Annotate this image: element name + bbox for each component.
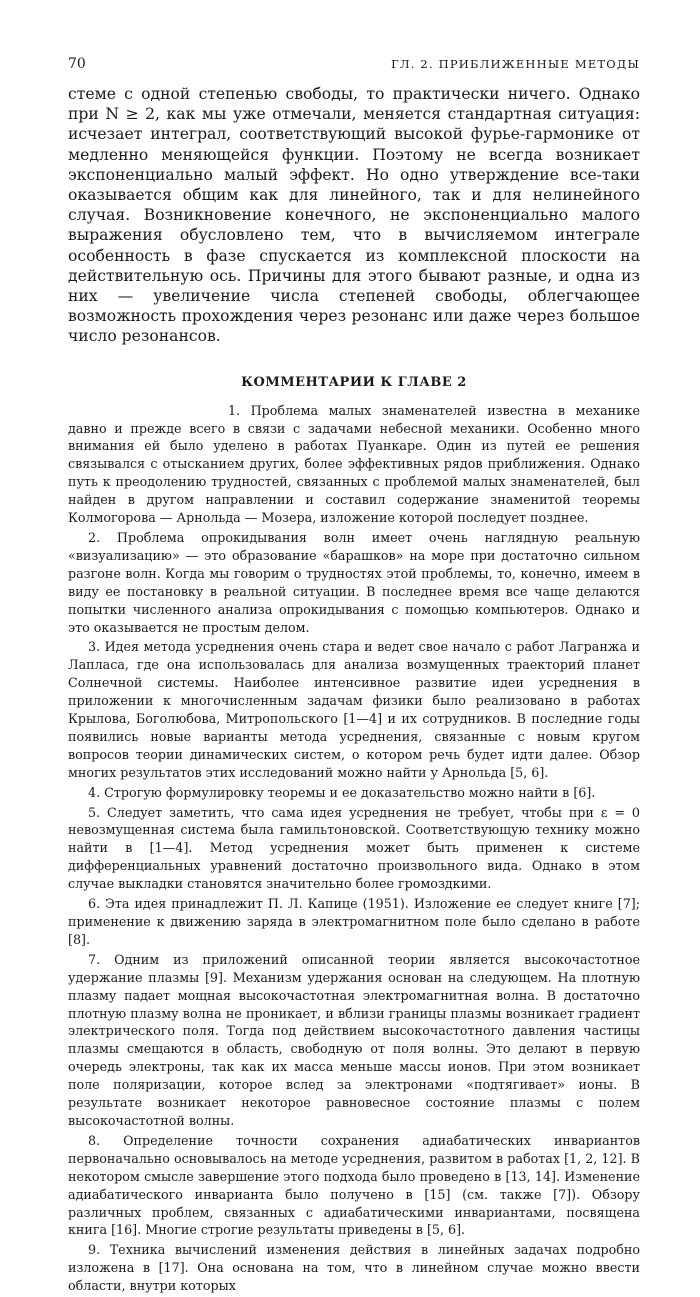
comments-list — [68, 402, 640, 1295]
comment-paragraph: 7. Одним из приложений описанной теории является высокочастотное удержание плазмы [9]. Механизм удержания основан на следующем. На плотную плазму падает мощная высокочастотная электромагнитная волна. В достаточно плотную плазму волна не проникает, и вблизи границы плазмы возникает градиент электрического поля. Тогда под действием высокочастотного давления частицы плазмы смещаются в область, свободную от поля волны. Это делают в первую очередь электроны, так как их масса меньше массы ионов. При этом возникает поле поляризации, которое вслед за электронами «подтягивает» ионы. В результате возникает некоторое равновесное состояние плазмы с полем высокочастотной волны. — [68, 951, 640, 1128]
running-head: ГЛ. 2. ПРИБЛИЖЕННЫЕ МЕТОДЫ — [391, 57, 640, 71]
comment-paragraph: 8. Определение точности сохранения адиабатических инвариантов первоначально основывалось на методе усреднения, развитом в работах [1, 2, 12]. В некотором смысле завершение этого подхода было проведено в [13, 14]. Изменение адиабатического инварианта было получено в [15] (см. также [7]). Обзору различных проблем, связанных с адиабатическими инвариантами, посвящена книга [16]. Многие строгие результаты приведены в [5, 6]. — [68, 1132, 640, 1238]
section-heading: КОММЕНТАРИИ К ГЛАВЕ 2 — [241, 374, 467, 390]
book-page — [68, 56, 640, 1297]
comment-paragraph: 5. Следует заметить, что сама идея усреднения не требует, чтобы при ε = 0 невозмущенная система была гамильтоновской. Соответствующую технику можно найти в [1—4]. Метод усреднения может быть применен к системе дифференциальных уравнений достаточно произвольного вида. Однако в этом случае выкладки становятся значительно более громоздкими. — [68, 804, 640, 892]
comment-paragraph: 4. Строгую формулировку теоремы и ее доказательство можно найти в [6]. — [88, 784, 596, 800]
page-header — [68, 56, 640, 78]
comment-paragraph: 9. Техника вычислений изменения действия в линейных задачах подробно изложена в [17]. Она основана на том, что в линейном случае можно ввести области, внутри которых — [68, 1242, 640, 1294]
intro-paragraph: стеме с одной степенью свободы, то практически ничего. Однако при N ≥ 2, как мы уже отмечали, меняется стандартная ситуация: исчезает интеграл, соответствующий высокой фурье-гармонике от медленно меняющейся функции. Поэтому не всегда возникает экспоненциально малый эффект. Но одно утверждение все-таки оказывается общим как для линейного, так и для нелинейного случая. Возникновение конечного, не экспоненциально малого выражения обусловлено тем, что в вычисляемом интеграле особенность в фазе спускается из комплексной плоскости на действительную ось. Причины для этого бывают разные, и одна из них — увеличение числа степеней свободы, облегчающее возможность прохождения через резонанс или даже через большое число резонансов. — [68, 85, 640, 346]
intro-paragraph-block — [68, 84, 640, 347]
page-number: 70 — [68, 56, 86, 72]
comment-paragraph: 2. Проблема опрокидывания волн имеет очень наглядную реальную «визуализацию» — это образование «барашков» на море при достаточно сильном разгоне волн. Когда мы говорим о трудностях этой проблемы, то, конечно, имеем в виду ее постановку в реальной ситуации. В последнее время все чаще делаются попытки численного анализа опрокидывания с помощью компьютеров. Однако и это оказывается не простым делом. — [68, 529, 640, 635]
comment-paragraph: 1. Проблема малых знаменателей известна в механике давно и прежде всего в связи с задачами небесной механики. Особенно много внимания ей было уделено в работах Пуанкаре. Один из путей ее решения связывался с отысканием других, более эффективных рядов приближения. Однако путь к преодолению трудностей, связанных с проблемой малых знаменателей, был найден в другом направлении и составил содержание знаменитой теоремы Колмогорова — Арнольда — Мозера, изложение которой последует позднее. — [68, 402, 640, 526]
comment-paragraph: 3. Идея метода усреднения очень стара и ведет свое начало с работ Лагранжа и Лапласа, где она использовалась для анализа возмущенных траекторий планет Солнечной системы. Наиболее интенсивное развитие идеи усреднения в приложении к многочисленным задачам физики было реализовано в работах Крылова, Боголюбова, Митропольского [1—4] и их сотрудников. В последние годы появились новые варианты метода усреднения, связанные с новым кругом вопросов теории динамических систем, о котором речь будет идти далее. Обзор многих результатов этих исследований можно найти у Арнольда [5, 6]. — [68, 639, 640, 780]
comment-paragraph: 6. Эта идея принадлежит П. Л. Капице (1951). Изложение ее следует книге [7]; применение к движению заряда в электромагнитном поле было сделано в работе [8]. — [68, 896, 640, 947]
